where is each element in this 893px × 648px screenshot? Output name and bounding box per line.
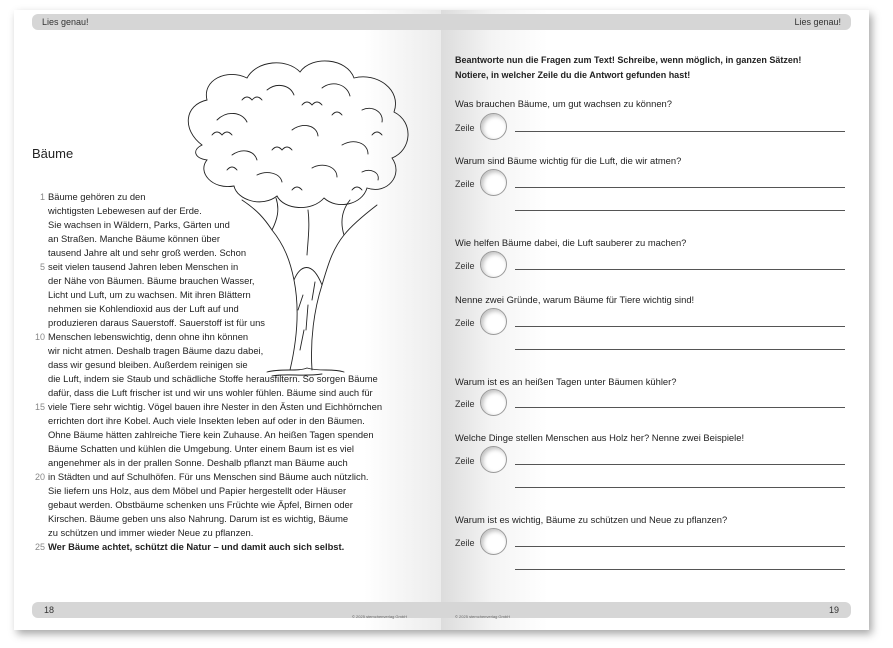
line-number: 15 — [34, 402, 45, 412]
text-line: an Straßen. Manche Bäume können über — [48, 233, 220, 244]
text-line: die Luft, indem sie Staub und schädliche Stoffe herausfiltern. So sorgen Bäume — [48, 373, 378, 384]
line-number-circle-input[interactable] — [480, 169, 507, 196]
zeile-label: Zeile — [455, 538, 475, 548]
header-title-right: Lies genau! — [794, 17, 841, 27]
answer-line[interactable] — [515, 269, 845, 270]
text-line: wichtigsten Lebewesen auf der Erde. — [48, 205, 202, 216]
text-line: Kirschen. Bäume geben uns also Nahrung. Darum ist es wichtig, Bäume — [48, 513, 349, 524]
line-number-circle-input[interactable] — [480, 446, 507, 473]
text-line: Menschen lebenswichtig, denn ohne ihn können — [48, 331, 249, 342]
page-number-right: 19 — [828, 605, 839, 615]
footer-bar-left — [32, 602, 441, 618]
line-number-circle-input[interactable] — [480, 251, 507, 278]
text-line: dafür, dass die Luft frischer ist und wir uns wohler fühlen. Bäume sind auch für — [48, 387, 373, 398]
question: Nenne zwei Gründe, warum Bäume für Tiere wichtig sind! — [455, 294, 695, 305]
header-title-left: Lies genau! — [42, 17, 89, 27]
text-line: Sie wachsen in Wäldern, Parks, Gärten und — [48, 219, 230, 230]
text-line: errichten dort ihre Kobel. Auch viele Insekten leben auf oder in den Bäumen. — [48, 415, 365, 426]
text-line: Licht und Luft, um zu wachsen. Mit ihren Blättern — [48, 289, 251, 300]
answer-line[interactable] — [515, 464, 845, 465]
question: Welche Dinge stellen Menschen aus Holz her? Nenne zwei Beispiele! — [455, 432, 745, 443]
text-line: dass wir gesund bleiben. Außerdem reinigen sie — [48, 359, 248, 370]
right-page — [441, 10, 869, 630]
line-number-circle-input[interactable] — [480, 528, 507, 555]
text-line: der Nähe von Bäumen. Bäume brauchen Wasser, — [48, 275, 255, 286]
left-page — [14, 10, 441, 630]
text-line: seit vielen tausend Jahren leben Menschen in — [48, 261, 239, 272]
answer-line[interactable] — [515, 407, 845, 408]
line-number-circle-input[interactable] — [480, 308, 507, 335]
zeile-label: Zeile — [455, 399, 475, 409]
copyright-right: © 2025 stemchenverlag GmbH — [455, 614, 510, 619]
answer-line[interactable] — [515, 187, 845, 188]
text-line: Sie liefern uns Holz, aus dem Möbel und Papier hergestellt oder Häuser — [48, 485, 347, 496]
answer-line[interactable] — [515, 487, 845, 488]
text-line: nehmen sie Kohlendioxid aus der Luft auf und — [48, 303, 239, 314]
text-line: tausend Jahre alt und sehr groß werden. Schon — [48, 247, 247, 258]
text-line: in Städten und auf Schulhöfen. Für uns Menschen sind Bäume auch nützlich. — [48, 471, 369, 482]
answer-line[interactable] — [515, 569, 845, 570]
answer-line[interactable] — [515, 210, 845, 211]
zeile-label: Zeile — [455, 456, 475, 466]
line-number: 5 — [39, 262, 45, 272]
question: Wie helfen Bäume dabei, die Luft sauberer zu machen? — [455, 237, 687, 248]
page-number-left: 18 — [44, 605, 55, 615]
text-line: Bäume gehören zu den — [48, 191, 146, 202]
answer-line[interactable] — [515, 131, 845, 132]
page-title: Bäume — [32, 146, 74, 161]
text-line: zu schützen und immer wieder Neue zu pflanzen. — [48, 527, 254, 538]
zeile-label: Zeile — [455, 318, 475, 328]
header-bar-right — [441, 14, 851, 30]
line-number: 1 — [39, 192, 45, 202]
instruction-line: Beantworte nun die Fragen zum Text! Schreibe, wenn möglich, in ganzen Sätzen! — [455, 55, 802, 65]
copyright-left: © 2025 stemchenverlag GmbH — [352, 614, 407, 619]
header-bar-left — [32, 14, 441, 30]
text-line: produzieren daraus Sauerstoff. Sauerstoff ist für uns — [48, 317, 265, 328]
text-line: gebaut werden. Obstbäume schenken uns Früchte wie Äpfel, Birnen oder — [48, 499, 353, 510]
line-number-circle-input[interactable] — [480, 389, 507, 416]
book-spread — [14, 10, 869, 630]
question: Was brauchen Bäume, um gut wachsen zu können? — [455, 98, 672, 109]
line-number-circle-input[interactable] — [480, 113, 507, 140]
footer-bar-right — [441, 602, 851, 618]
line-number: 20 — [34, 472, 45, 482]
text-line: Bäume Schatten und kühlen die Umgebung. Unter einem Baum ist es viel — [48, 443, 354, 454]
instructions — [455, 53, 855, 82]
question: Warum ist es an heißen Tagen unter Bäumen kühler? — [455, 376, 677, 387]
text-line-conclusion: Wer Bäume achtet, schützt die Natur – und damit auch sich selbst. — [48, 541, 345, 552]
question: Warum sind Bäume wichtig für die Luft, die wir atmen? — [455, 155, 682, 166]
answer-line[interactable] — [515, 546, 845, 547]
zeile-label: Zeile — [455, 123, 475, 133]
text-line: Ohne Bäume hätten zahlreiche Tiere kein Zuhause. An heißen Tagen spenden — [48, 429, 374, 440]
answer-line[interactable] — [515, 326, 845, 327]
line-number: 10 — [34, 332, 45, 342]
zeile-label: Zeile — [455, 179, 475, 189]
text-line: viele Tiere sehr wichtig. Vögel bauen ihre Nester in den Ästen und Eichhörnchen — [48, 401, 383, 412]
text-line: wir nicht atmen. Deshalb tragen Bäume dazu dabei, — [48, 345, 264, 356]
text-line: angenehmer als in der prallen Sonne. Deshalb pflanzt man Bäume auch — [48, 457, 348, 468]
answer-line[interactable] — [515, 349, 845, 350]
instruction-line: Notiere, in welcher Zeile du die Antwort gefunden hast! — [455, 69, 691, 80]
zeile-label: Zeile — [455, 261, 475, 271]
line-number: 25 — [34, 542, 45, 552]
question: Warum ist es wichtig, Bäume zu schützen und Neue zu pflanzen? — [455, 514, 728, 525]
